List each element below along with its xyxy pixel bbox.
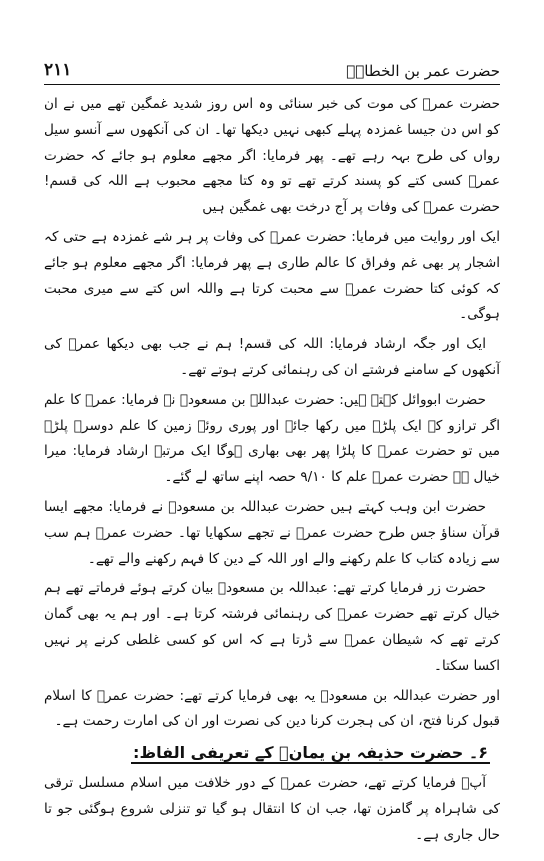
paragraph-1: حضرت عمرؓ کی موت کی خبر سنائی وہ اس روز شدید غمگین تھے میں نے ان کو اس دن جیسا غمزدہ پہلے کبھی نہیں دیکھا تھا۔ ان کی آنکھوں سے آنسو سیل رواں کی طرح بہہ رہے تھے۔ پھر فرمایا: اگر مجھے معلوم ہو جائے کہ حضرت عمرؓ کسی کتے کو پسند کرتے تھے تو وہ کتا مجھے محبوب ہے اللہ کی قسم! حضرت عمرؓ کی وفات پر آج درخت بھی غمگین ہیں [44,96,500,216]
header-rule [44,84,500,85]
paragraph-5: حضرت ابن وہب کہتے ہیں حضرت عبداللہ بن مسعودؓ نے فرمایا: مجھے ایسا قرآن سناؤ جس طرح حضرت عمرؓ نے تجھے سکھایا تھا۔ حضرت عمرؓ ہم سب سے زیادہ کتاب کا علم رکھنے والے اور اللہ کے دین کا فہم رکھنے والے تھے۔ [44,498,500,567]
paragraph-7: اور حضرت عبداللہ بن مسعودؓ یہ بھی فرمایا کرتے تھے: حضرت عمرؓ کا اسلام قبول کرنا فتح، ان کی ہجرت کرنا دین کی نصرت اور ان کی امارت رحمت ہے۔ [44,687,500,730]
page-body [44,92,500,853]
paragraph-6: حضرت زر فرمایا کرتے تھے: عبداللہ بن مسعودؓ بیان کرتے ہوئے فرماتے تھے ہم خیال کرتے تھے حضرت عمرؓ کی رہنمائی فرشتہ کرتا ہے۔ اور ہم یہ بھی گمان کرتے تھے کہ شیطان عمرؓ سے ڈرتا ہے کہ اس کو کسی غلطی کرنے پر نہیں اکسا سکتا۔ [44,580,500,674]
page-number: ۲۱۱ [44,60,72,80]
running-title: حضرت عمر بن الخطابؓ [346,62,500,80]
section-heading-text: ۶۔ حضرت حذیفہ بن یمانؓ کے تعریفی الفاظ: [133,743,488,763]
paragraph-3: ایک اور جگہ ارشاد فرمایا: اللہ کی قسم! ہم نے جب بھی دیکھا عمرؓ کی آنکھوں کے سامنے فرشتے ان کی رہنمائی کرتے ہوتے تھے۔ [44,336,500,378]
paragraph-final: آپؓ فرمایا کرتے تھے، حضرت عمرؓ کے دور خلافت میں اسلام مسلسل ترقی کی شاہراہ پر گامزن تھا، جب ان کا انتقال ہو گیا تو تنزلی شروع ہوگئی جو تا حال جاری ہے۔ [44,775,500,843]
paragraph-2: ایک اور روایت میں فرمایا: حضرت عمرؓ کی وفات پر ہر شے غمزدہ ہے حتی کہ اشجار پر بھی غم وفراق کا عالم طاری ہے پھر فرمایا: اگر مجھے معلوم ہو جائے کہ کوئی کتا حضرت عمرؓ سے محبت کرتا ہے واللہ اس کتے سے میری محبت ہوگی۔ [44,228,500,323]
paragraph-4: حضرت ابووائل کہتے ہیں: حضرت عبداللہ بن مسعودؓ نے فرمایا: عمرؓ کا علم اگر ترازو کے ایک پلڑے میں رکھا جائے اور پوری روئے زمین کا علم دوسرے پلڑے میں تو حضرت عمرؓ کا پلڑا پھر بھی بھاری ہوگا ایک مرتبہ ارشاد فرمایا: میرا خیال ہے حضرت عمرؓ علم کا ۹/۱۰ حصہ اپنے ساتھ لے گئے۔ [44,391,500,486]
section-heading [44,739,500,767]
page-header [44,58,500,80]
